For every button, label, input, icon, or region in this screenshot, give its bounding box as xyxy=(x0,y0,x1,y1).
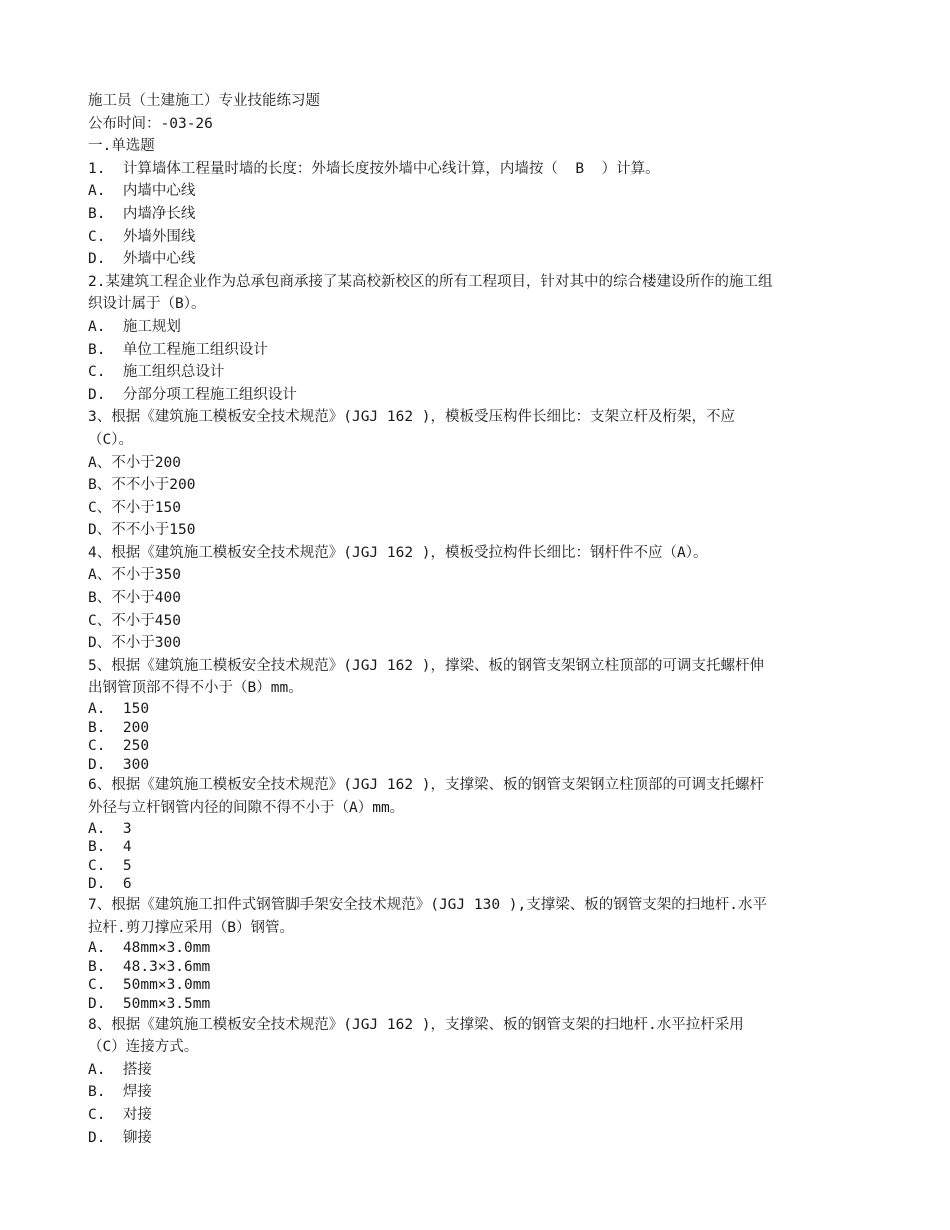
option-c: C. 施工组织总设计 xyxy=(88,364,225,381)
option-a: A. 150 xyxy=(88,701,150,718)
option-a: A、不小于350 xyxy=(88,567,181,584)
question-7-line-1: 7、根据《建筑施工扣件式钢管脚手架安全技术规范》(JGJ 130 ),支撑梁、板的钢管支架的扫地杆.水平 xyxy=(88,896,767,913)
question-4: 4、根据《建筑施工模板安全技术规范》(JGJ 162 )，模板受拉构件长细比：钢杆件不应（A）。 xyxy=(88,544,708,561)
question-6-line-2: 外径与立杆钢管内径的间隙不得不小于（A）mm。 xyxy=(88,800,405,816)
option-d: D. 50mm×3.5mm xyxy=(88,995,211,1012)
option-b: B. 单位工程施工组织设计 xyxy=(88,341,268,358)
question-5-line-2: 出钢管顶部不得不小于（B）mm。 xyxy=(88,680,303,697)
option-b: B. 200 xyxy=(88,719,150,736)
option-c: C. 对接 xyxy=(88,1106,152,1123)
publish-date: 公布时间：-03-26 xyxy=(88,115,213,132)
question-7-line-2: 拉杆.剪刀撑应采用（B）钢管。 xyxy=(88,919,294,936)
option-d: D、不不小于150 xyxy=(88,522,196,539)
question-8-line-2: （C）连接方式。 xyxy=(88,1039,199,1056)
question-6-line-1: 6、根据《建筑施工模板安全技术规范》(JGJ 162 )，支撑梁、板的钢管支架钢立柱顶部的可调支托螺杆 xyxy=(88,777,765,794)
option-a: A. 3 xyxy=(88,820,132,837)
section-heading: 一.单选题 xyxy=(88,138,155,155)
option-a: A. 内墙中心线 xyxy=(88,183,196,200)
option-d: D. 300 xyxy=(88,756,150,773)
option-c: C. 250 xyxy=(88,738,150,755)
question-5-line-1: 5、根据《建筑施工模板安全技术规范》(JGJ 162 )，撑梁、板的钢管支架钢立柱顶部的可调支托螺杆伸 xyxy=(88,657,765,674)
option-b: B. 焊接 xyxy=(88,1084,152,1101)
option-d: D. 外墙中心线 xyxy=(88,251,196,268)
option-b: B. 内墙净长线 xyxy=(88,205,196,222)
option-b: B、不不小于200 xyxy=(88,477,196,494)
document-body xyxy=(88,90,868,1149)
option-b: B. 48.3×3.6mm xyxy=(88,958,211,975)
question-3-line-2: （C）。 xyxy=(88,431,133,448)
option-a: A、不小于200 xyxy=(88,454,181,471)
option-a: A. 施工规划 xyxy=(88,318,181,335)
option-a: A. 搭接 xyxy=(88,1061,152,1078)
option-d: D. 6 xyxy=(88,876,132,893)
question-2-line-1: 2.某建筑工程企业作为总承包商承接了某高校新校区的所有工程项目，针对其中的综合楼建设所作的施工组 xyxy=(88,273,773,290)
option-c: C、不小于450 xyxy=(88,612,181,629)
option-a: A. 48mm×3.0mm xyxy=(88,940,211,957)
option-c: C. 外墙外围线 xyxy=(88,228,196,245)
option-c: C. 5 xyxy=(88,857,132,874)
option-b: B. 4 xyxy=(88,839,132,856)
doc-title: 施工员（土建施工）专业技能练习题 xyxy=(88,93,320,109)
question-3-line-1: 3、根据《建筑施工模板安全技术规范》(JGJ 162 )，模板受压构件长细比：支架立杆及桁架，不应 xyxy=(88,409,736,426)
question-2-line-2: 织设计属于（B）。 xyxy=(88,296,206,313)
option-c: C. 50mm×3.0mm xyxy=(88,977,211,994)
option-c: C、不小于150 xyxy=(88,499,181,516)
option-d: D. 分部分项工程施工组织设计 xyxy=(88,386,297,403)
question-8-line-1: 8、根据《建筑施工模板安全技术规范》(JGJ 162 )，支撑梁、板的钢管支架的扫地杆.水平拉杆采用 xyxy=(88,1016,744,1033)
option-d: D. 铆接 xyxy=(88,1129,152,1146)
question-1: 1. 计算墙体工程量时墙的长度：外墙长度按外墙中心线计算，内墙按（ B ）计算。 xyxy=(88,160,660,177)
option-b: B、不小于400 xyxy=(88,590,181,607)
option-d: D、不小于300 xyxy=(88,635,181,652)
